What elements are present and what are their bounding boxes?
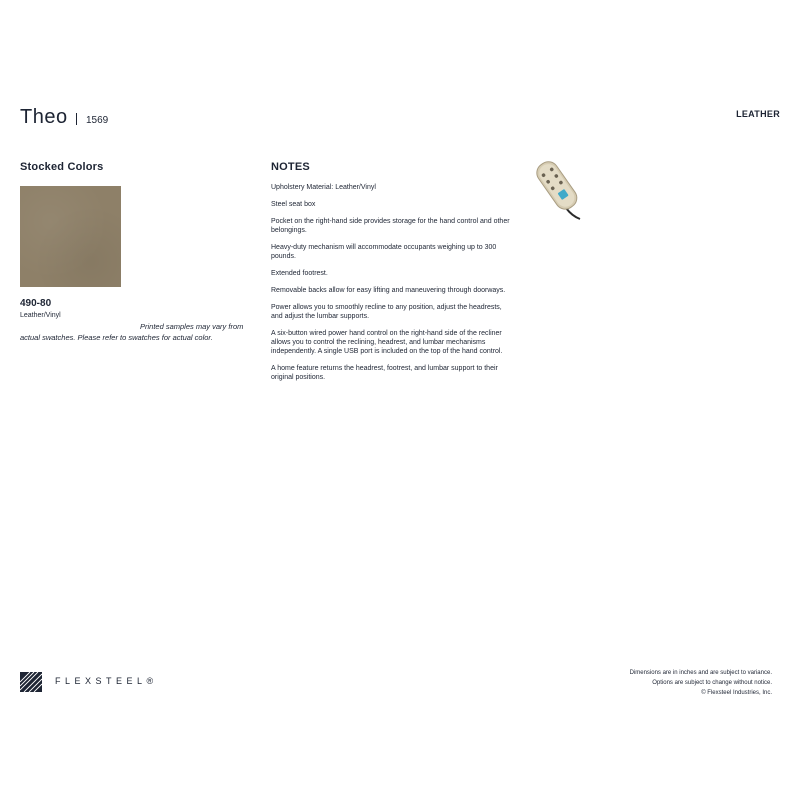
stocked-colors-heading: Stocked Colors (20, 161, 104, 173)
page-title: Theo (20, 106, 68, 128)
footer-line: © Flexsteel Industries, Inc. (701, 690, 772, 696)
footer-line: Options are subject to change without notice. (652, 680, 772, 686)
footer-line: Dimensions are in inches and are subject to variance. (629, 670, 772, 676)
notes-heading: NOTES (271, 161, 310, 173)
note-item: Steel seat box (271, 201, 316, 208)
swatch-material: Leather/Vinyl (20, 312, 61, 319)
note-item: A six-button wired power hand control on the right-hand side of the recliner allows you to control the reclining, headrest, and lumbar mechanisms independently. A single USB port is included on the top of the hand control. (271, 330, 503, 355)
brand-wordmark: FLEXSTEEL® (55, 676, 158, 686)
swatch-code: 490-80 (20, 298, 52, 309)
note-item: Pocket on the right-hand side provides storage for the hand control and other belongings. (271, 218, 510, 234)
hand-control-image (528, 158, 588, 220)
footer-disclaimer (630, 668, 772, 698)
notes-list (271, 183, 511, 390)
model-number: 1569 (86, 115, 109, 126)
note-item: Power allows you to smoothly recline to any position, adjust the headrests, and adjust the lumbar supports. (271, 304, 502, 320)
note-item: Upholstery Material: Leather/Vinyl (271, 184, 376, 191)
note-item: A home feature returns the headrest, footrest, and lumbar support to their original positions. (271, 365, 498, 381)
color-swatch (20, 186, 121, 287)
color-disclaimer: Printed samples may vary from actual swatches. Please refer to swatches for actual color. (20, 322, 244, 342)
note-item: Extended footrest. (271, 270, 328, 277)
flexsteel-logo-mark-icon (20, 672, 42, 692)
title-divider (76, 113, 77, 125)
note-item: Removable backs allow for easy lifting and maneuvering through doorways. (271, 287, 506, 294)
note-item: Heavy-duty mechanism will accommodate occupants weighing up to 300 pounds. (271, 244, 497, 260)
category-label: LEATHER (736, 109, 780, 119)
